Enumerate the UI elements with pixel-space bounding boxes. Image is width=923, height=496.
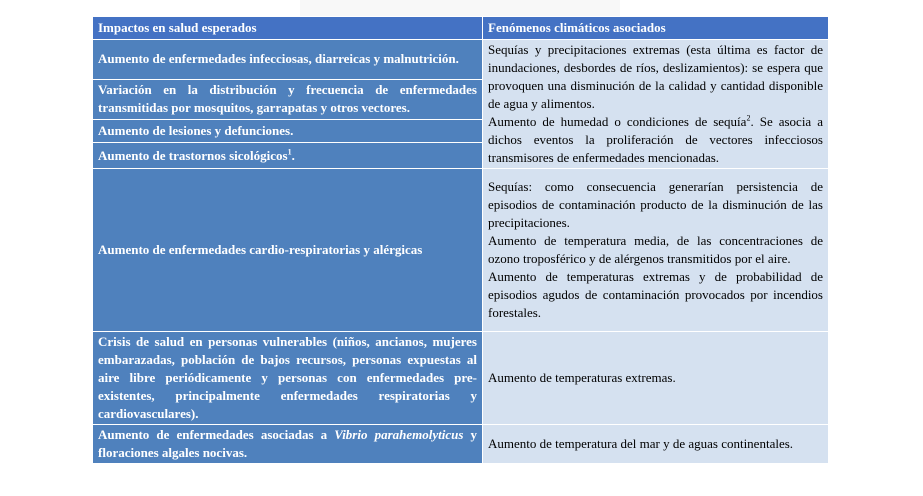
footnote-ref: 1 [287, 147, 292, 157]
table-row [93, 40, 829, 80]
impact-cell: Aumento de enfermedades asociadas a Vibrio parahemolyticus y floraciones algales nocivas. [93, 425, 483, 464]
footnote-ref: 2 [746, 113, 751, 123]
phenomena-cell: Aumento de temperaturas extremas. [483, 332, 829, 425]
phenomena-text: Sequías: como consecuencia generarían persistencia de episodios de contaminación producto de la disminución de las precipitaciones. [488, 179, 823, 230]
phenomena-cell: Aumento de temperatura del mar y de aguas continentales. [483, 425, 829, 464]
phenomena-text: Sequías y precipitaciones extremas (esta última es factor de inundaciones, desbordes de ríos, deslizamientos): se espera que provoquen una disminución de la calidad y cantidad disponible de agua y alimentos. [488, 42, 823, 111]
species-name: Vibrio parahemolyticus [334, 427, 464, 442]
phenomena-cell [483, 40, 829, 169]
phenomena-text: Aumento de humedad o condiciones de sequía$^2$. Se asocia a dichos eventos la proliferación de vectores infecciosos transmisores de enfermedades mencionadas. [488, 113, 823, 165]
impact-cell: Crisis de salud en personas vulnerables (niños, ancianos, mujeres embarazadas, población de bajos recursos, personas expuestas al aire libre periódicamente y personas con enfermedades pre-existentes, principalmente enfermedades respiratorias y cardiovasculares). [93, 332, 483, 425]
impact-cell: Aumento de lesiones y defunciones. [93, 119, 483, 143]
health-climate-table [92, 16, 829, 464]
table-header-row [93, 17, 829, 40]
phenomena-cell [483, 169, 829, 332]
table-row [93, 425, 829, 464]
phenomena-text: Aumento de temperatura media, de las concentraciones de ozono troposférico y de alérgenos transmitidos por el aire. [488, 233, 823, 266]
table-row [93, 332, 829, 425]
phenomena-text: Aumento de temperaturas extremas y de probabilidad de episodios agudos de contaminación provocados por incendios forestales. [488, 269, 823, 320]
impact-cell: Aumento de enfermedades cardio-respiratorias y alérgicas [93, 169, 483, 332]
header-climate-phenomena: Fenómenos climáticos asociados [483, 17, 829, 40]
table-row [93, 169, 829, 332]
impact-cell: Variación en la distribución y frecuencia de enfermedades transmitidas por mosquitos, garrapatas y otros vectores. [93, 79, 483, 119]
impact-cell: Aumento de trastornos sicológicos$^1$. [93, 143, 483, 169]
impact-cell: Aumento de enfermedades infecciosas, diarreicas y malnutrición. [93, 40, 483, 80]
header-health-impacts: Impactos en salud esperados [93, 17, 483, 40]
